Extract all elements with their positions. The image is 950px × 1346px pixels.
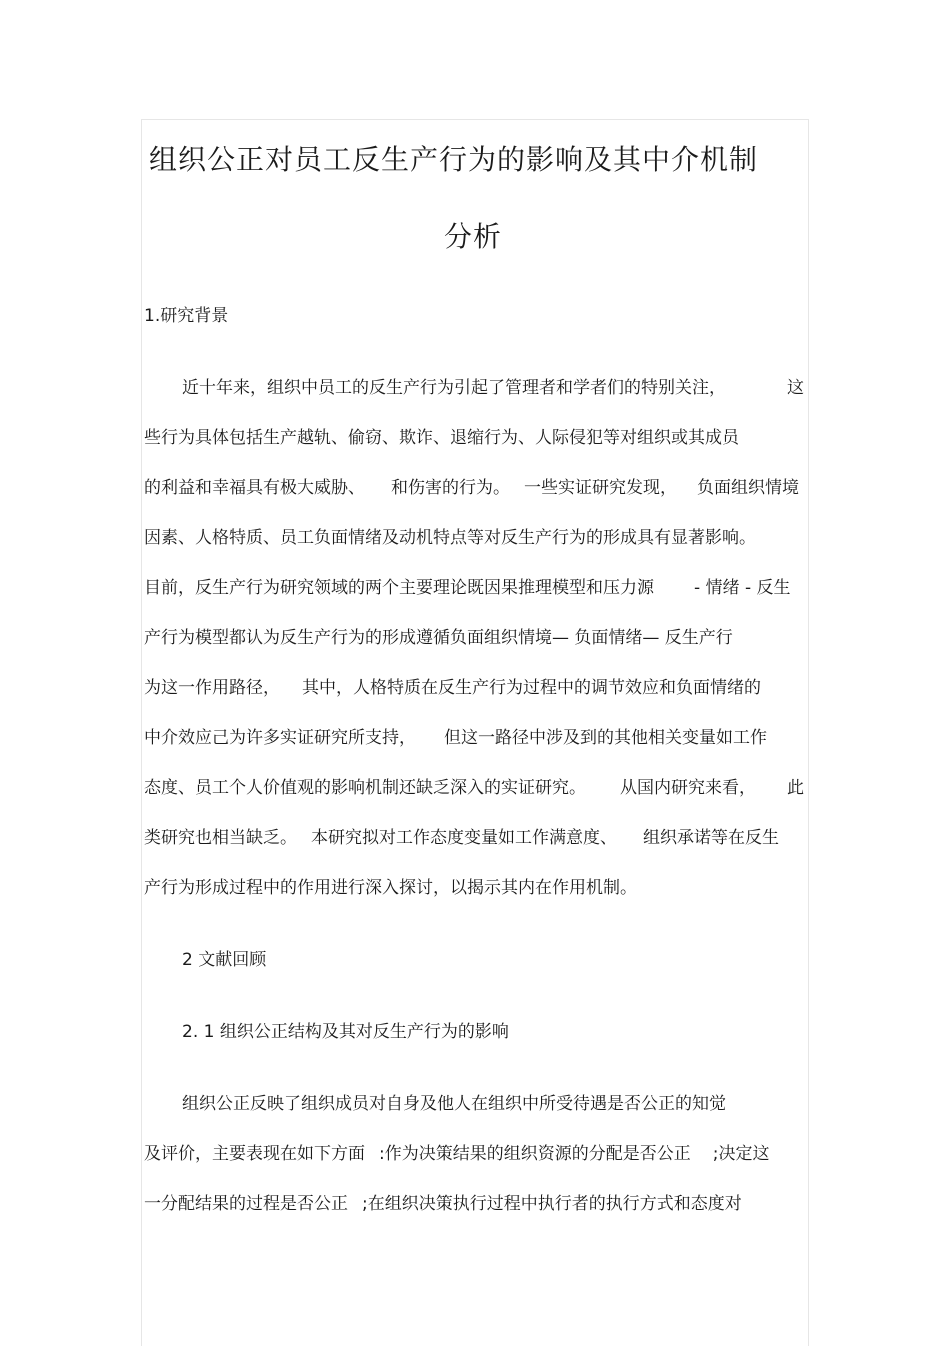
text-segment: 一分配结果的过程是否公正	[144, 1194, 348, 1214]
section-heading-1: 1.研究背景	[144, 306, 229, 326]
paragraph-line	[144, 1193, 742, 1215]
text-segment: 的利益和幸福具有极大威胁、	[144, 478, 365, 498]
paragraph-line	[144, 877, 637, 899]
text-segment: 一些实证研究发现，	[524, 478, 677, 498]
document-title-line1: 组织公正对员工反生产行为的影响及其中介机制	[149, 143, 759, 176]
text-segment: 因素、人格特质、员工负面情绪及动机特点等对反生产行为的形成具有显著影响。	[144, 528, 756, 548]
paragraph-line	[144, 1143, 769, 1165]
text-segment: 产行为模型都认为反生产行为的形成遵循负面组织情境— 负面情绪— 反生产行	[144, 628, 733, 648]
text-segment: 类研究也相当缺乏。	[144, 828, 297, 848]
text-segment: 态度、员工个人价值观的影响机制还缺乏深入的实证研究。	[144, 778, 586, 798]
paragraph-line	[144, 627, 733, 649]
text-segment: 及评价，主要表现在如下方面	[144, 1144, 365, 1164]
paragraph-line	[144, 827, 779, 849]
text-segment: 些行为具体包括生产越轨、偷窃、欺诈、退缩行为、人际侵犯等对组织或其成员	[144, 428, 739, 448]
paragraph-line	[144, 477, 799, 499]
paragraph-line	[144, 577, 790, 599]
paragraph-line	[144, 777, 804, 799]
text-segment: - 情绪 - 反生	[694, 578, 791, 598]
text-segment: 组织公正反映了组织成员对自身及他人在组织中所受待遇是否公正的知觉	[182, 1094, 726, 1114]
paragraph-line	[182, 1093, 726, 1115]
section-heading-2-1: 2. 1 组织公正结构及其对反生产行为的影响	[182, 1022, 509, 1042]
section-heading-2: 2 文献回顾	[182, 950, 267, 970]
paragraph-line	[182, 377, 804, 399]
paragraph-line	[144, 727, 767, 749]
text-segment: 其中，人格特质在反生产行为过程中的调节效应和负面情绪的	[302, 678, 761, 698]
text-segment: ;在组织决策执行过程中执行者的执行方式和态度对	[362, 1194, 742, 1214]
text-segment: 本研究拟对工作态度变量如工作满意度、	[311, 828, 617, 848]
text-segment: 和伤害的行为。	[391, 478, 510, 498]
text-segment: 中介效应己为许多实证研究所支持，	[144, 728, 416, 748]
text-segment: 目前，反生产行为研究领域的两个主要理论既因果推理模型和压力源	[144, 578, 654, 598]
text-segment: 这	[787, 378, 804, 398]
paragraph-line	[144, 677, 761, 699]
text-segment: ;决定这	[712, 1144, 770, 1164]
paragraph-line	[144, 427, 739, 449]
text-segment: :作为决策结果的组织资源的分配是否公正	[379, 1144, 691, 1164]
text-segment: 此	[787, 778, 804, 798]
text-segment: 近十年来，组织中员工的反生产行为引起了管理者和学者们的特别关注，	[182, 378, 726, 398]
text-segment: 为这一作用路径，	[144, 678, 280, 698]
text-segment: 组织承诺等在反生	[643, 828, 779, 848]
document-title-line2: 分析	[444, 220, 503, 253]
text-segment: 但这一路径中涉及到的其他相关变量如工作	[444, 728, 767, 748]
text-segment: 从国内研究来看，	[620, 778, 756, 798]
text-segment: 产行为形成过程中的作用进行深入探讨，以揭示其内在作用机制。	[144, 878, 637, 898]
paragraph-line	[144, 527, 756, 549]
text-segment: 负面组织情境	[697, 478, 799, 498]
